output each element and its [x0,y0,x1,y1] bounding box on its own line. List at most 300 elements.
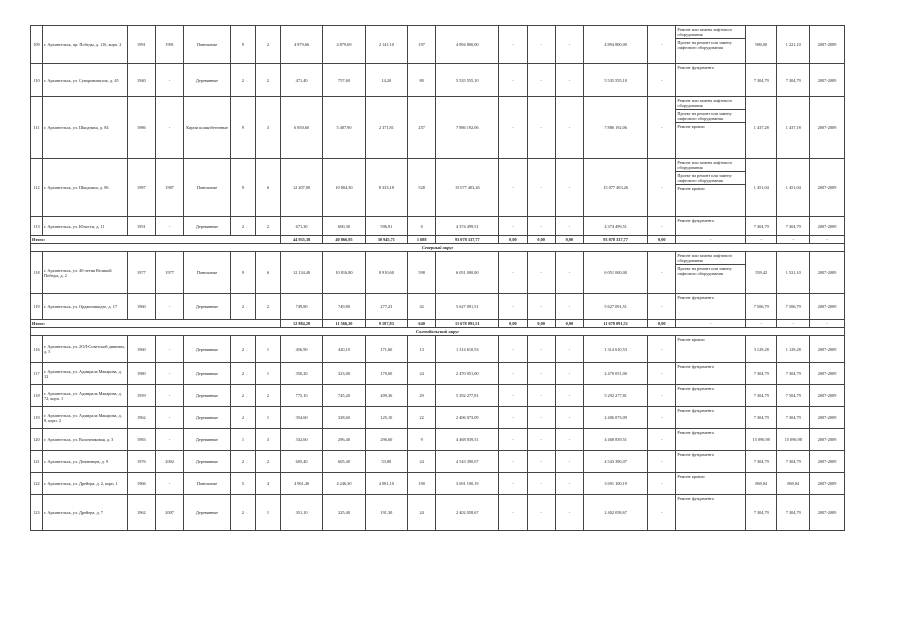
cell-cost-a: - [499,385,527,407]
table-row [31,473,845,495]
cell-period: 2007-2009 [810,407,845,429]
work-item: Ремонт или замена лифтового оборудования [676,97,745,110]
cell-cost-total: 2 402 058,67 [436,495,499,531]
district-title: Северный округ [31,244,845,252]
total-cost-c: 0,00 [555,320,583,328]
cell-cost-total: 2 406 073,09 [436,407,499,429]
cell-period: 2007-2009 [810,294,845,320]
cell-cost-b: - [527,64,555,97]
cell-area-total: 12 134,40 [280,252,322,294]
table-row [31,336,845,363]
cell-cost-c: - [555,294,583,320]
cell-year-built: 1980 [127,363,155,385]
cell-cost-b: - [527,336,555,363]
cell-limit-cost: 7 506,79 [777,294,810,320]
total-cost-d: 0,00 [648,320,676,328]
cell-unit-cost: 1 437,28 [745,97,777,159]
cell-cost-a: - [499,217,527,236]
cell-cost-a: - [499,294,527,320]
cell-year-built: 1966 [127,473,155,495]
cell-num: 118 [31,385,43,407]
cell-residents: 528 [408,159,436,217]
cell-floors: 5 [230,473,255,495]
cell-area-total: 12 207,00 [280,159,322,217]
cell-area-resid: 171,60 [365,336,407,363]
cell-floors: 2 [230,451,255,473]
cell-cost-fund: 5 627 091,51 [584,294,648,320]
cell-area-living: 605,40 [323,451,365,473]
table-row [31,495,845,531]
cell-limit-cost: 1 521,10 [777,252,810,294]
cell-floors: 2 [230,217,255,236]
cell-cost-a: - [499,429,527,451]
cell-residents: 13 [408,336,436,363]
cell-residents: 0 [408,217,436,236]
cell-num: 119 [31,407,43,429]
cell-area-total: 332,60 [280,429,322,451]
cell-cost-c: - [555,363,583,385]
cell-cost-a: - [499,473,527,495]
cell-material: Деревянные [184,407,231,429]
cell-year-reno: 2002 [155,451,183,473]
cell-area-living: 10 816,80 [323,252,365,294]
cell-cost-a: - [499,336,527,363]
cell-address: г. Архангельск, ул. Шкодняха, д. 86 [42,159,127,217]
cell-floors: 1 [230,429,255,451]
cell-entrances: 2 [255,451,280,473]
total-label: Итого: [31,320,281,328]
cell-floors: 2 [230,407,255,429]
cell-floors: 9 [230,26,255,64]
cell-address: г. Архангельск, ул. Адмирала Макарова, д. 12 [42,363,127,385]
cell-area-living: 600,30 [323,217,365,236]
cell-floors: 2 [230,363,255,385]
cell-cost-c: - [555,495,583,531]
total-row [31,236,845,244]
cell-area-resid: 125,10 [365,407,407,429]
cell-year-reno: - [155,385,183,407]
cell-year-reno: - [155,64,183,97]
cell-year-built: 1940 [127,64,155,97]
cell-entrances: 2 [255,294,280,320]
cell-num: 112 [31,159,43,217]
cell-cost-total: 4 543 390,07 [436,451,499,473]
cell-area-total: 749,80 [280,294,322,320]
cell-residents: 24 [408,495,436,531]
work-item: Проект на ремонт или замену лифтового оборудования [676,172,745,185]
cell-num: 123 [31,495,43,531]
work-item: Ремонт фундамента [677,386,714,391]
cell-cost-d: - [648,97,676,159]
cell-area-living: 4 246,30 [323,473,365,495]
cell-area-resid: 4 081,10 [365,473,407,495]
cell-residents: 9 [408,429,436,451]
cell-address: г. Архангельск, ул. Орджоникидзе, д. 17 [42,294,127,320]
cell-area-living: 420,10 [323,336,365,363]
cell-cost-total: 15 077 403,26 [436,159,499,217]
table-row [31,64,845,97]
cell-area-living: 323,00 [323,363,365,385]
table-row [31,451,845,473]
work-item: Ремонт или замена лифтового оборудования [676,159,745,172]
cell-entrances: 1 [255,407,280,429]
cell-entrances: 2 [255,385,280,407]
cell-num: 109 [31,26,43,64]
cell-year-reno: 1977 [155,252,183,294]
total-cost-a: 0,00 [499,236,527,244]
cell-year-built: 1959 [127,385,155,407]
cell-area-living: 328,60 [323,407,365,429]
cell-year-built: 1977 [127,252,155,294]
cell-area-living: 4 879,69 [323,26,365,64]
cell-year-built: 1960 [127,336,155,363]
cell-limit-cost: 1 221,10 [777,26,810,64]
cell-material: Деревянные [184,336,231,363]
cell-area-resid: 8 910,60 [365,252,407,294]
work-item: Ремонт кровли [677,474,705,479]
work-item: Ремонт или замена лифтового оборудования [676,252,745,265]
cell-material: Деревянные [184,363,231,385]
table-row [31,429,845,451]
cell-cost-c: - [555,252,583,294]
cell-floors: 2 [230,294,255,320]
cell-area-resid: 296,60 [365,429,407,451]
district-header-row [31,244,845,252]
cell-year-reno: - [155,294,183,320]
total-period: - [810,320,845,328]
cell-entrances: 2 [255,217,280,236]
cell-year-reno: 2007 [155,495,183,531]
cell-area-resid: 170,00 [365,363,407,385]
cell-area-resid: 596,91 [365,217,407,236]
work-item: Ремонт кровли [677,186,705,191]
cell-cost-c: - [555,217,583,236]
cell-year-reno: - [155,217,183,236]
cell-cost-a: - [499,363,527,385]
cell-works [676,407,746,429]
cell-cost-fund: 6 051 000,00 [584,252,648,294]
cell-address: г. Архангельск, ул. Адмирала Макарова, д. 8, корп. 2 [42,407,127,429]
cell-address: г. Архангельск, ул. Суворовишгаль, д. 45 [42,64,127,97]
cell-cost-total: 2 470 051,00 [436,363,499,385]
cell-cost-b: - [527,294,555,320]
total-area-resid: 9 187,83 [365,320,407,328]
cell-residents: 42 [408,294,436,320]
cell-address: г. Архангельск, ул. 2ОЛ-Советской дивизии, д. 5 [42,336,127,363]
cell-works [676,159,746,217]
cell-works [676,451,746,473]
cell-entrances: 3 [255,429,280,451]
cell-unit-cost: 7 304,79 [745,64,777,97]
cell-entrances: 1 [255,363,280,385]
total-w: - [676,320,746,328]
cell-cost-b: - [527,159,555,217]
cell-period: 2007-2009 [810,473,845,495]
cell-floors: 9 [230,252,255,294]
cell-cost-a: - [499,97,527,159]
cell-material: Панельные [184,473,231,495]
cell-year-built: 1983 [127,429,155,451]
cell-cost-d: - [648,336,676,363]
table-row [31,407,845,429]
cell-limit-cost: 7 304,79 [777,363,810,385]
cell-area-resid: 2 141,10 [365,26,407,64]
cell-unit-cost: 7 506,79 [745,294,777,320]
repair-program-sheet [30,25,845,531]
cell-cost-d: - [648,26,676,64]
cell-residents: 24 [408,363,436,385]
cell-cost-fund: 4 543 390,07 [584,451,648,473]
cell-entrances: 3 [255,97,280,159]
cell-cost-b: - [527,385,555,407]
cell-limit-cost: 7 304,79 [777,217,810,236]
cell-limit-cost: 7 504,79 [777,385,810,407]
cell-residents: 29 [408,385,436,407]
cell-works [676,294,746,320]
cell-floors: 9 [230,159,255,217]
cell-cost-d: - [648,217,676,236]
cell-cost-a: - [499,451,527,473]
total-w: - [676,236,746,244]
table-row [31,294,845,320]
cell-cost-total: 4 894 800,00 [436,26,499,64]
cell-year-built: 1962 [127,407,155,429]
total-cost-fund: 11 678 091,51 [584,320,648,328]
work-item: Проект на ремонт или замену лифтового оборудования [677,266,732,276]
work-item: Ремонт фундамента [677,295,714,300]
cell-cost-fund: 2 470 051,00 [584,363,648,385]
cell-period: 2007-2009 [810,217,845,236]
cell-cost-c: - [555,473,583,495]
cell-residents: 80 [408,64,436,97]
cell-year-reno: - [155,407,183,429]
cell-area-resid: 191,30 [365,495,407,531]
cell-period: 2007-2009 [810,336,845,363]
total-cost-a: 0,00 [499,320,527,328]
cell-num: 111 [31,97,43,159]
cell-period: 2007-2009 [810,429,845,451]
district-title: Соломбальский округ [31,328,845,336]
cell-limit-cost: 1 129,28 [777,336,810,363]
cell-period: 2007-2009 [810,252,845,294]
cell-entrances: 1 [255,495,280,531]
work-item: Ремонт кровли [677,337,705,342]
cell-floors: 2 [230,495,255,531]
cell-cost-a: - [499,252,527,294]
cell-year-reno: - [155,473,183,495]
cell-limit-cost: 7 304,79 [777,451,810,473]
cell-unit-cost: 7 304,79 [745,363,777,385]
cell-num: 119 [31,294,43,320]
cell-unit-cost: 7 304,79 [745,385,777,407]
total-area-total: 12 884,20 [280,320,322,328]
cell-address: г. Архангельск, ул. Шкодняха, д. 84 [42,97,127,159]
cell-area-total: 456,90 [280,336,322,363]
cell-entrances: 2 [255,64,280,97]
cell-cost-total: 5 627 091,51 [436,294,499,320]
cell-area-total: 671,30 [280,217,322,236]
cell-address: г. Архангельск, ул. Валочниковая, д. 3 [42,429,127,451]
cell-works [676,64,746,97]
cell-year-reno: 1991 [155,26,183,64]
cell-period: 2007-2009 [810,64,845,97]
total-limit: - [777,320,810,328]
cell-cost-total: 7 886 192,06 [436,97,499,159]
cell-material: Панельные [184,159,231,217]
cell-limit-cost: 1 437,18 [777,97,810,159]
cell-area-living: 757,60 [323,64,365,97]
cell-cost-a: - [499,495,527,531]
cell-area-resid: 14,20 [365,64,407,97]
cell-entrances: 4 [255,473,280,495]
cell-material: Деревянные [184,429,231,451]
total-cost-c: 0,00 [555,236,583,244]
cell-num: 120 [31,429,43,451]
cell-address: г. Архангельск, ул. Дежневцев, д. 9 [42,451,127,473]
cell-area-living: 749,80 [323,294,365,320]
cell-cost-fund: 15 077 403,26 [584,159,648,217]
cell-cost-total: 5 535 555,10 [436,64,499,97]
cell-area-resid: 2 371,81 [365,97,407,159]
cell-cost-fund: 5 535 555,10 [584,64,648,97]
cell-period: 2007-2009 [810,451,845,473]
cell-material: Деревянные [184,217,231,236]
cell-works [676,336,746,363]
total-unit: - [745,320,777,328]
cell-period: 2007-2009 [810,363,845,385]
total-cost-total: 11 678 091,51 [436,320,499,328]
cell-cost-d: - [648,385,676,407]
cell-limit-cost: 7 304,79 [777,407,810,429]
cell-cost-total: 6 051 000,00 [436,252,499,294]
cell-residents: 598 [408,252,436,294]
cell-material: Панельные [184,252,231,294]
cell-address: г. Архангельск, ул. Адмирала Макарова, д. 72, корп. 1 [42,385,127,407]
cell-cost-b: - [527,429,555,451]
cell-cost-d: - [648,159,676,217]
cell-unit-cost: 559,42 [745,252,777,294]
cell-period: 2007-2009 [810,495,845,531]
cell-cost-b: - [527,363,555,385]
cell-floors: 2 [230,64,255,97]
cell-material: Деревянные [184,495,231,531]
cell-area-living: 10 804,30 [323,159,365,217]
cell-works [676,473,746,495]
cell-cost-c: - [555,159,583,217]
cell-entrances: 6 [255,159,280,217]
work-item: Проект на ремонт или замену лифтового оборудования [677,40,732,50]
total-area-resid: 30 945,71 [365,236,407,244]
cell-material: Кирпи шлакобетонные [184,97,231,159]
cell-year-reno: - [155,97,183,159]
cell-area-living: 5 487,90 [323,97,365,159]
cell-area-resid: 8 333,18 [365,159,407,217]
cell-area-total: 6 850,60 [280,97,322,159]
cell-cost-fund: 3 691 100,19 [584,473,648,495]
cell-material: Панельные [184,26,231,64]
cell-num: 113 [31,217,43,236]
cell-residents: 24 [408,451,436,473]
cell-cost-b: - [527,26,555,64]
cell-area-total: 350,20 [280,363,322,385]
cell-limit-cost: 869,04 [777,473,810,495]
total-residents: 1 688 [408,236,436,244]
cell-works [676,217,746,236]
cell-material: Деревянные [184,294,231,320]
cell-material: Деревянные [184,385,231,407]
cell-cost-d: - [648,294,676,320]
table-row [31,26,845,64]
work-item: Ремонт кровли [677,124,705,129]
cell-period: 2007-2009 [810,97,845,159]
cell-cost-b: - [527,451,555,473]
cell-cost-b: - [527,252,555,294]
table-row [31,217,845,236]
cell-limit-cost: 7 304,79 [777,495,810,531]
cell-num: 121 [31,451,43,473]
cell-cost-c: - [555,64,583,97]
cell-cost-b: - [527,97,555,159]
cell-limit-cost: 7 304,79 [777,64,810,97]
cell-unit-cost: 7 304,79 [745,495,777,531]
total-label: Итого: [31,236,281,244]
total-area-living: 40 866,95 [323,236,365,244]
cell-year-reno: - [155,429,183,451]
total-residents: 640 [408,320,436,328]
cell-entrances: 6 [255,252,280,294]
cell-cost-a: - [499,26,527,64]
cell-year-built: 1986 [127,97,155,159]
cell-num: 110 [31,64,43,97]
cell-residents: 257 [408,97,436,159]
cell-works [676,252,746,294]
cell-address: г. Архангельск, ул. 40-летия Великой Победы, д. 2 [42,252,127,294]
cell-limit-cost: 1 451,04 [777,159,810,217]
cell-cost-d: - [648,451,676,473]
cell-unit-cost: 15 096,98 [745,429,777,451]
cell-cost-c: - [555,451,583,473]
cell-area-total: 4 879,66 [280,26,322,64]
total-period: - [810,236,845,244]
cell-cost-fund: 2 402 058,67 [584,495,648,531]
work-item: Ремонт фундамента [677,430,714,435]
cell-year-built: 1991 [127,26,155,64]
cell-area-total: 605,40 [280,451,322,473]
cell-cost-fund: 1 314 610,53 [584,336,648,363]
table-row [31,385,845,407]
total-area-living: 11 566,20 [323,320,365,328]
cell-cost-d: - [648,363,676,385]
cell-address: г. Архангельск, ул. Юности, д. 11 [42,217,127,236]
cell-area-total: 775,10 [280,385,322,407]
cell-cost-a: - [499,159,527,217]
cell-works [676,385,746,407]
total-cost-b: 0,00 [527,320,555,328]
cell-works [676,495,746,531]
cell-cost-b: - [527,407,555,429]
cell-floors: 2 [230,385,255,407]
cell-area-resid: 53,80 [365,451,407,473]
total-area-total: 44 935,38 [280,236,322,244]
table-row [31,159,845,217]
cell-cost-b: - [527,495,555,531]
cell-period: 2007-2009 [810,159,845,217]
cell-works [676,26,746,64]
cell-area-living: 296,40 [323,429,365,451]
district-header-row [31,328,845,336]
cell-num: 117 [31,363,43,385]
cell-limit-cost: 15 096,98 [777,429,810,451]
